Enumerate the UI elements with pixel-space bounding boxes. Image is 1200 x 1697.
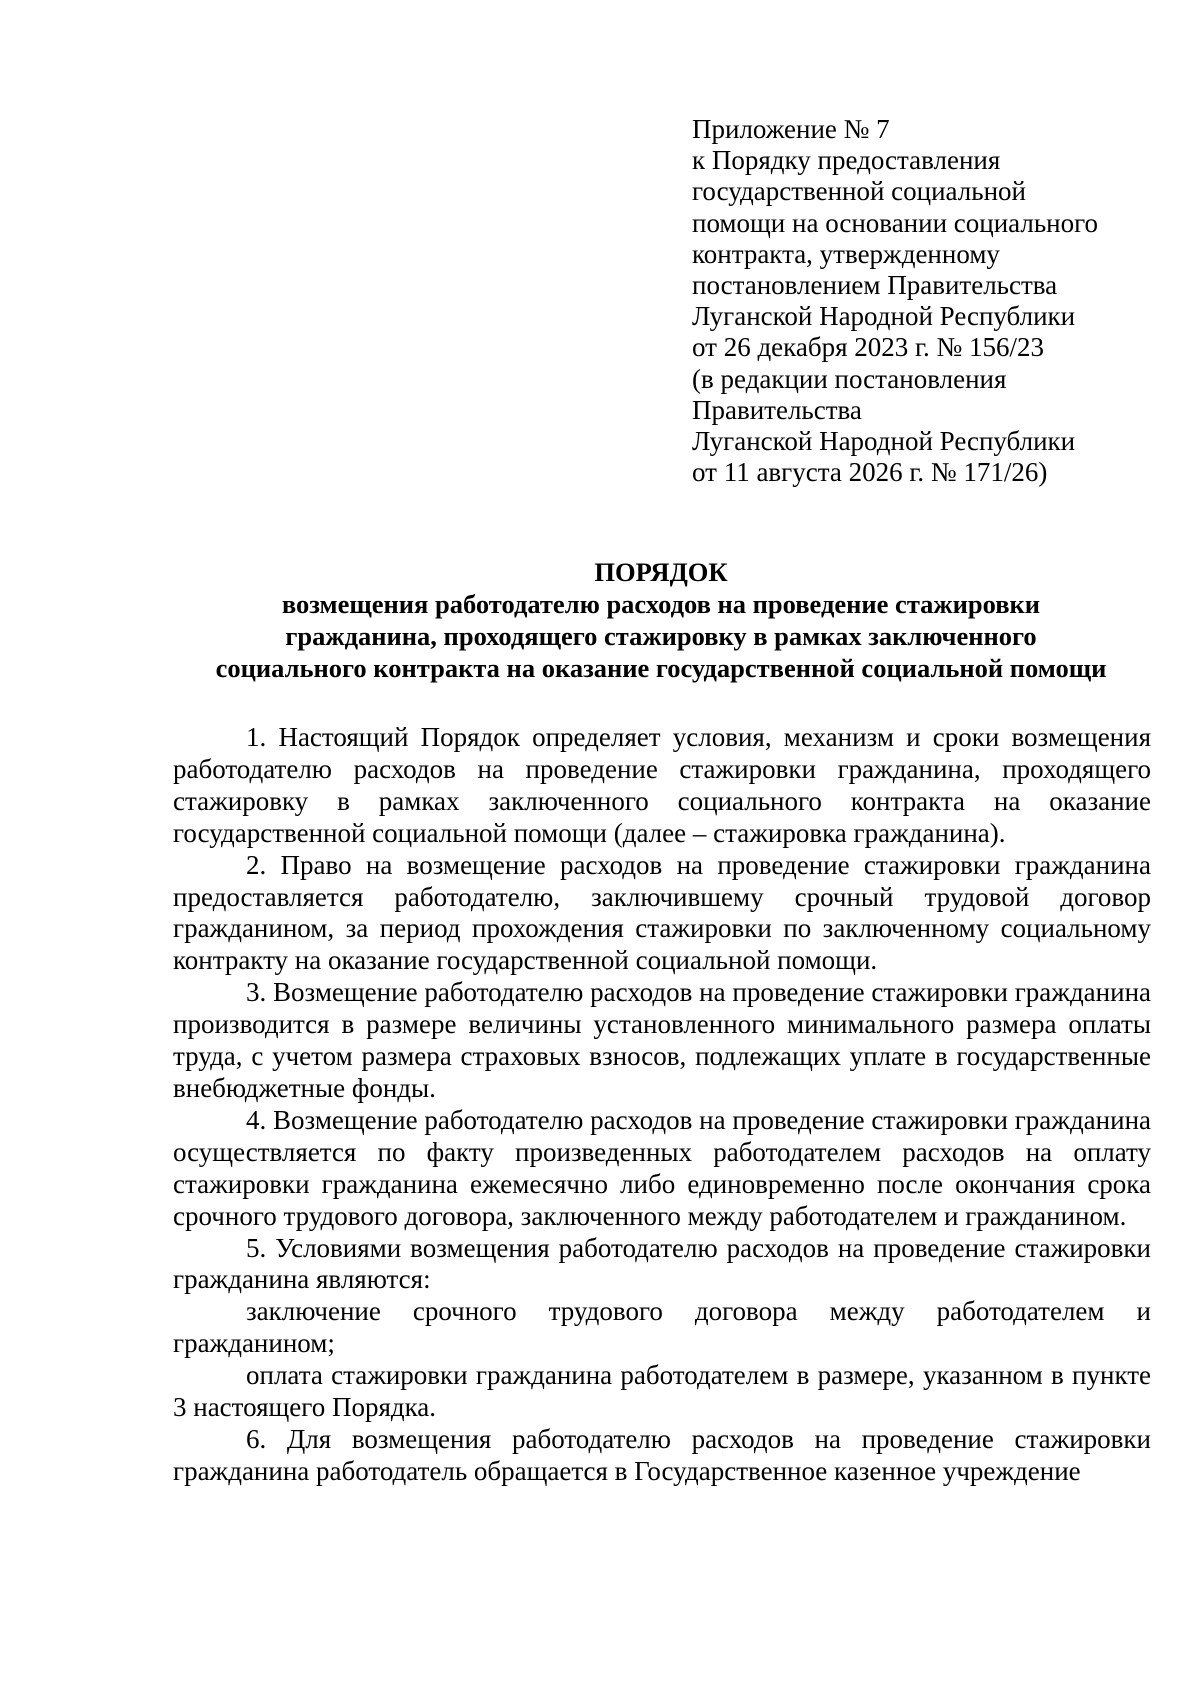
paragraph-6: 6. Для возмещения работодателю расходов на проведение стажировки гражданина работодатель обращается в Государственное казенное учреждение <box>173 1423 1151 1486</box>
document-subtitle-line: социального контракта на оказание государственной социальной помощи <box>215 653 1107 683</box>
appendix-line: Правительства <box>692 394 862 425</box>
document-title: ПОРЯДОК <box>594 557 728 587</box>
paragraph-5-condition-1: заключение срочного трудового договора между работодателем и гражданином; <box>173 1296 1151 1359</box>
appendix-line: помощи на основании социального <box>692 207 1099 238</box>
appendix-line: контракта, утвержденному <box>692 238 1000 269</box>
document-body <box>173 722 1151 1488</box>
appendix-line: от 26 декабря 2023 г. № 156/23 <box>692 332 1045 363</box>
appendix-line: Луганской Народной Республики <box>692 426 1076 457</box>
document-subtitle-line: гражданина, проходящего стажировку в рамках заключенного <box>285 621 1037 651</box>
document-heading <box>170 556 1152 684</box>
document-subtitle-line: возмещения работодателю расходов на проведение стажировки <box>281 589 1041 619</box>
paragraph-3: 3. Возмещение работодателю расходов на проведение стажировки гражданина производится в размере величины установленного минимального размера оплаты труда, с учетом размера страховых взносов, подлежащих уплате в государственные внебюджетные фонды. <box>173 977 1151 1103</box>
appendix-line: государственной социальной <box>692 176 1026 207</box>
paragraph-4: 4. Возмещение работодателю расходов на проведение стажировки гражданина осуществляется по факту произведенных работодателем расходов на оплату стажировки гражданина ежемесячно либо единовременно после окончания срока срочного трудового договора, заключенного между работодателем и гражданином. <box>173 1104 1151 1231</box>
paragraph-1: 1. Настоящий Порядок определяет условия, механизм и сроки возмещения работодателю расходов на проведение стажировки гражданина, проходящего стажировку в рамках заключенного социального контракта на оказание государственной социальной помощи (далее – стажировка гражданина). <box>173 722 1151 848</box>
paragraph-5: 5. Условиями возмещения работодателю расходов на проведение стажировки гражданина являются: <box>173 1232 1151 1295</box>
appendix-note <box>692 114 1132 488</box>
appendix-line: Луганской Народной Республики <box>692 301 1076 332</box>
paragraph-2: 2. Право на возмещение расходов на проведение стажировки гражданина предоставляется работодателю, заключившему срочный трудовой договор гражданином, за период прохождения стажировки по заключенному социальному контракту на оказание государственной социальной помощи. <box>173 849 1151 976</box>
appendix-line: от 11 августа 2026 г. № 171/26) <box>692 457 1048 488</box>
appendix-line: Приложение № 7 <box>692 114 890 144</box>
appendix-line: постановлением Правительства <box>692 270 1058 301</box>
appendix-line: к Порядку предоставления <box>692 145 1001 176</box>
appendix-line: (в редакции постановления <box>692 363 1007 394</box>
paragraph-5-condition-2: оплата стажировки гражданина работодателем в размере, указанном в пункте 3 настоящего Порядка. <box>173 1360 1151 1423</box>
